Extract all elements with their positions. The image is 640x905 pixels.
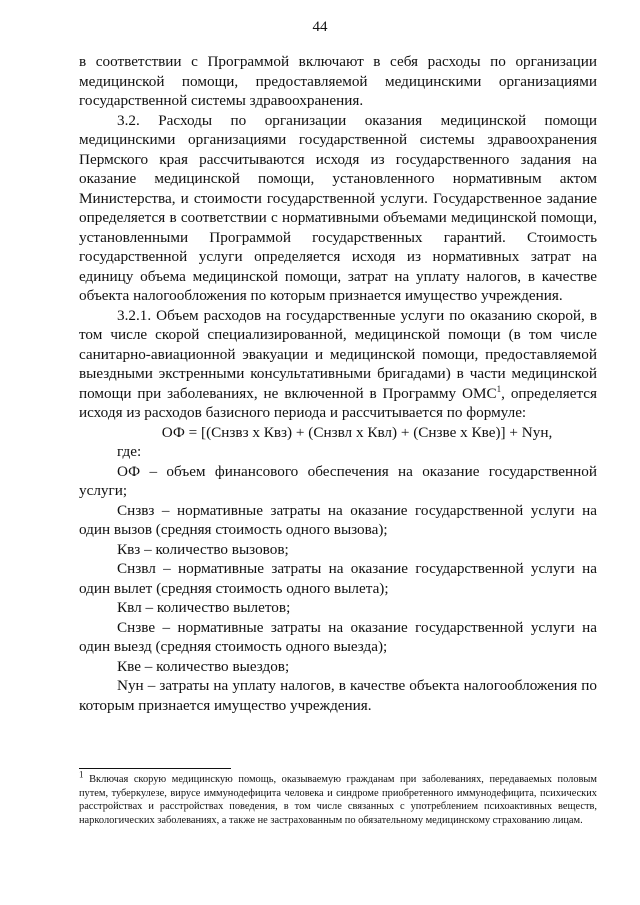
formula: ОФ = [(Снзвз х Квз) + (Снзвл х Квл) + (Снзве х Кве)] + Nун, <box>161 423 553 441</box>
footnote-text: Включая скорую медицинскую помощь, оказываемую гражданам при заболеваниях, передаваемых половым путем, туберкулезе, вирусе иммунодефицита человека и синдроме приобретенного иммунодефицита, психических расстройствах и расстройствах поведения, в том числе связанных с употреблением психоактивных веществ, наркологических заболеваниях, а также не застрахованным по обязательному медицинскому страхованию лицам. <box>79 774 597 826</box>
definition-kvz: Квз – количество вызовов; <box>117 540 289 558</box>
paragraph-3-2: 3.2. Расходы по организации оказания медицинской помощи медицинскими организациями государственной системы здравоохранения Пермского края рассчитываются исходя из государственного задания на оказание медицинской помощи, установленного нормативным актом Министерства, и стоимости государственной услуги. Государственное задание определяется в соответствии с нормативными объемами медицинской помощи, установленными Программой государственных гарантий. Стоимость государственной услуги определяется исходя из нормативных затрат на единицу объема медицинской помощи, затрат на уплату налогов, в качестве объекта налогообложения по которым признается имущество учреждения. <box>79 111 597 304</box>
definition-nun: Nун – затраты на уплату налогов, в качестве объекта налогообложения по которым признается имущество учреждения. <box>79 677 597 714</box>
paragraph-continuation: в соответствии с Программой включают в себя расходы по организации медицинской помощи, предоставляемой медицинскими организациями государственной системы здравоохранения. <box>79 53 597 109</box>
paragraph-3-2-1-end: , определяется исходя из расходов базисного периода и рассчитывается по формуле: <box>79 384 597 421</box>
definition-snzvz: Снзвз – нормативные затраты на оказание государственной услуги на один вызов (средняя стоимость одного вызова); <box>79 501 597 538</box>
footnote-reference[interactable]: 1 <box>496 383 502 394</box>
definition-kve: Кве – количество выездов; <box>117 657 290 675</box>
page-number: 44 <box>312 19 328 35</box>
paragraph-3-2-1 <box>79 306 597 423</box>
body-text <box>79 52 597 715</box>
definition-where: где: <box>117 443 142 460</box>
definition-kvl: Квл – количество вылетов; <box>117 599 291 616</box>
definition-snzve: Снзве – нормативные затраты на оказание государственной услуги на один выезд (средняя стоимость одного выезда); <box>79 618 597 655</box>
definition-snzvl: Снзвл – нормативные затраты на оказание государственной услуги на один вылет (средняя стоимость одного вылета); <box>79 560 597 597</box>
footnote <box>79 769 597 827</box>
footnote-mark: 1 <box>79 769 84 780</box>
paragraph-3-2-1-text: 3.2.1. Объем расходов на государственные услуги по оказанию скорой, в том числе скорой специализированной, медицинской помощи (в том числе санитарно-авиационной эвакуации и медицинской помощи, предоставляемой выездными экстренными консультативными бригадами) в части медицинской помощи при заболеваниях, не включенной в Программу ОМС <box>79 306 597 402</box>
definition-of: ОФ – объем финансового обеспечения на оказание государственной услуги; <box>79 462 597 499</box>
footnote-divider <box>79 768 231 769</box>
